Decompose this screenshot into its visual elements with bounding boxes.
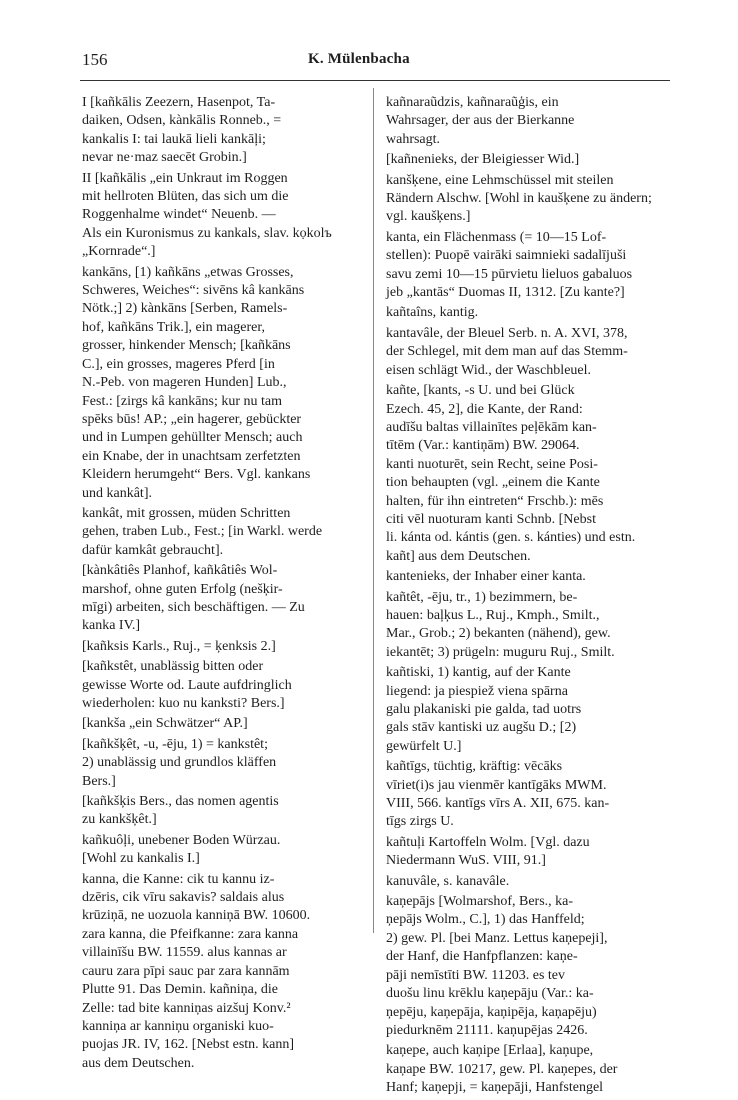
left-column [82, 94, 362, 1075]
entry: [kankša „ein Schwätzer“ AP.] [82, 716, 248, 732]
entry: kanšķene, eine Lehmschüssel mit steilen Rändern Alschw. [Wohl in kaušķene zu ändern; vgl. kaušķens.] [386, 172, 652, 225]
entry: kantavâle, der Bleuel Serb. n. A. XVI, 378, der Schlegel, mit dem man auf das Stemm- eisen schlägt Wid., der Waschbleuel. [386, 325, 628, 378]
right-column [386, 94, 668, 1100]
entry: [kañksis Karls., Ruj., = ķenksis 2.] [82, 638, 276, 654]
entry: [kañnenieks, der Bleigiesser Wid.] [386, 152, 580, 168]
entry: kañtiski, 1) kantig, auf der Kante liegend: ja piespiež viena spārna galu plakaniski pie galda, tad uotrs gals stāv kantiski uz augšu D.; [2) gewürfelt U.] [386, 665, 582, 754]
entry: kaņepe, auch kaņipe [Erlaa], kaņupe, kaņape BW. 10217, gew. Pl. kaņepes, der Hanf; kaņepji, = kaņepāji, Hanfstengel [386, 1043, 618, 1096]
entry: kañtīgs, tüchtig, kräftig: vēcāks vīriet(i)s jau vienmēr kantīgāks MWM. VIII, 566. kantīgs vīrs A. XII, 675. kan- tīgs zirgs U. [386, 759, 610, 830]
entry: kaņepājs [Wolmarshof, Bers., ka- ņepājs Wolm., C.], 1) das Hanffeld; 2) gew. Pl. [bei Manz. Lettus kaņepeji], der Hanf, die Hanfpflanzen: kaņe- pāji nemīstīti BW. 11203. es tev duošu linu krēklu kaņepāju (Var.: ka- ņepēju, kaņepāja, kaņipēja, kaņapēju) piedurknēm 21111. kaņupējas 2426. [386, 894, 608, 1038]
entry: kankāns, [1) kañkāns „etwas Grosses, Schweres, Weiches“: sivēns kâ kankāns Nötk.;] 2) kànkāns [Serben, Ramels- hof, kañkāns Trik.], ein magerer, grosser, hinkender Mensch; [kañkāns C.], ein grosses, mageres Pferd [in N.-Peb. von mageren Hunden] Lub., Fest.: [zirgs kâ kankāns; kur nu tam spēks būs! AP.; „ein hagerer, gebückter und in Lumpen gehüllter Mensch; auch ein Knabe, der in unachtsam zerfetzten Kleidern herumgeht“ Bers. Vgl. kankans und kankât]. [82, 264, 311, 501]
entry: I [kañkālis Zeezern, Hasenpot, Ta- daiken, Odsen, kànkālis Ronneb., = kankalis I: tai laukā lieli kankāļi; nevar ne·maz saecēt Grobin.] [82, 95, 282, 166]
entry: [kañkšķêt, -u, -ēju, 1) = kankstêt; 2) unablässig und grundlos kläffen Bers.] [82, 736, 277, 789]
header-rule [80, 80, 670, 81]
entry: kanta, ein Flächenmass (= 10—15 Lof- stellen): Puopē vairāki saimnieki sadalījuši savu zemi 10—15 pūrvietu lieluos gabaluos jeb „kantās“ Duomas II, 1312. [Zu kante?] [386, 229, 633, 301]
entry: kañnaraũdzis, kañnaraũģis, ein Wahrsager, der aus der Bierkanne wahrsagt. [386, 95, 575, 147]
running-head: K. Mülenbacha [308, 51, 410, 67]
page-number: 156 [82, 50, 108, 69]
entry: kantenieks, der Inhaber einer kanta. [386, 569, 586, 585]
entry: kanna, die Kanne: cik tu kannu iz- dzēris, cik vīru sakavis? saldais alus krūziņā, ne uozuola kanniņā BW. 10600. zara kanna, die Pfeifkanne: zara kanna villainīšu BW. 11559. alus kannas ar cauru zara pīpi sauc par zara kannām Plutte 91. Das Demin. kañniņa, die Zelle: tad bite kanniņas aizšuj Konv.² kanniņa ar kanniņu organiski kuo- puojas JR. IV, 162. [Nebst estn. kann] aus dem Deutschen. [82, 871, 311, 1071]
entry: kañte, [kants, -s U. und bei Glück Ezech. 45, 2], die Kante, der Rand: audīšu baltas villainītes peļēkām kan- tītēm (Var.: kantiņām) BW. 29064. kanti nuoturēt, sein Recht, seine Posi- tion behaupten (vgl. „einem die Kante halten, für ihn eintreten“ Frschb.): mēs citi vēl nuoturam kanti Schnb. [Nebst li. kánta od. kántis (gen. s. kánties) und estn. kañt] aus dem Deutschen. [386, 383, 636, 564]
entry: kanuvâle, s. kanavâle. [386, 873, 510, 889]
entry: kañtuļi Kartoffeln Wolm. [Vgl. dazu Niedermann WuS. VIII, 91.] [386, 834, 590, 869]
entry: [kañkstêt, unablässig bitten oder gewisse Worte od. Laute aufdringlich wiederholen: kuo nu kanksti? Bers.] [82, 659, 292, 711]
entry: kañtêt, -ēju, tr., 1) bezimmern, be- hauen: baļķus L., Ruj., Kmph., Smilt., Mar., Grob.; 2) bekanten (nähend), gew. iekantēt; 3) prügeln: muguru Ruj., Smilt. [386, 589, 615, 660]
entry: [kànkâtiês Planhof, kañkâtiês Wol- marshof, ohne guten Erfolg (nešķir- mīgi) arbeiten, sich beschäftigen. — Zu kanka IV.] [82, 563, 305, 634]
column-divider [373, 88, 374, 933]
entry: [kañkšķis Bers., das nomen agentis zu kankšķêt.] [82, 794, 279, 828]
entry: II [kañkālis „ein Unkraut im Roggen mit hellroten Blüten, das sich um die Roggenhalme windet“ Neuenb. — Als ein Kuronismus zu kankals, slav. kọkolъ „Kornrade“.] [82, 170, 332, 260]
entry: kañkuôļi, unebener Boden Würzau. [Wohl zu kankalis I.] [82, 832, 281, 867]
entry: kañtaîns, kantig. [386, 305, 479, 321]
entry: kankât, mit grossen, müden Schritten gehen, traben Lub., Fest.; [in Warkl. werde dafür kamkât gebraucht]. [82, 505, 323, 558]
